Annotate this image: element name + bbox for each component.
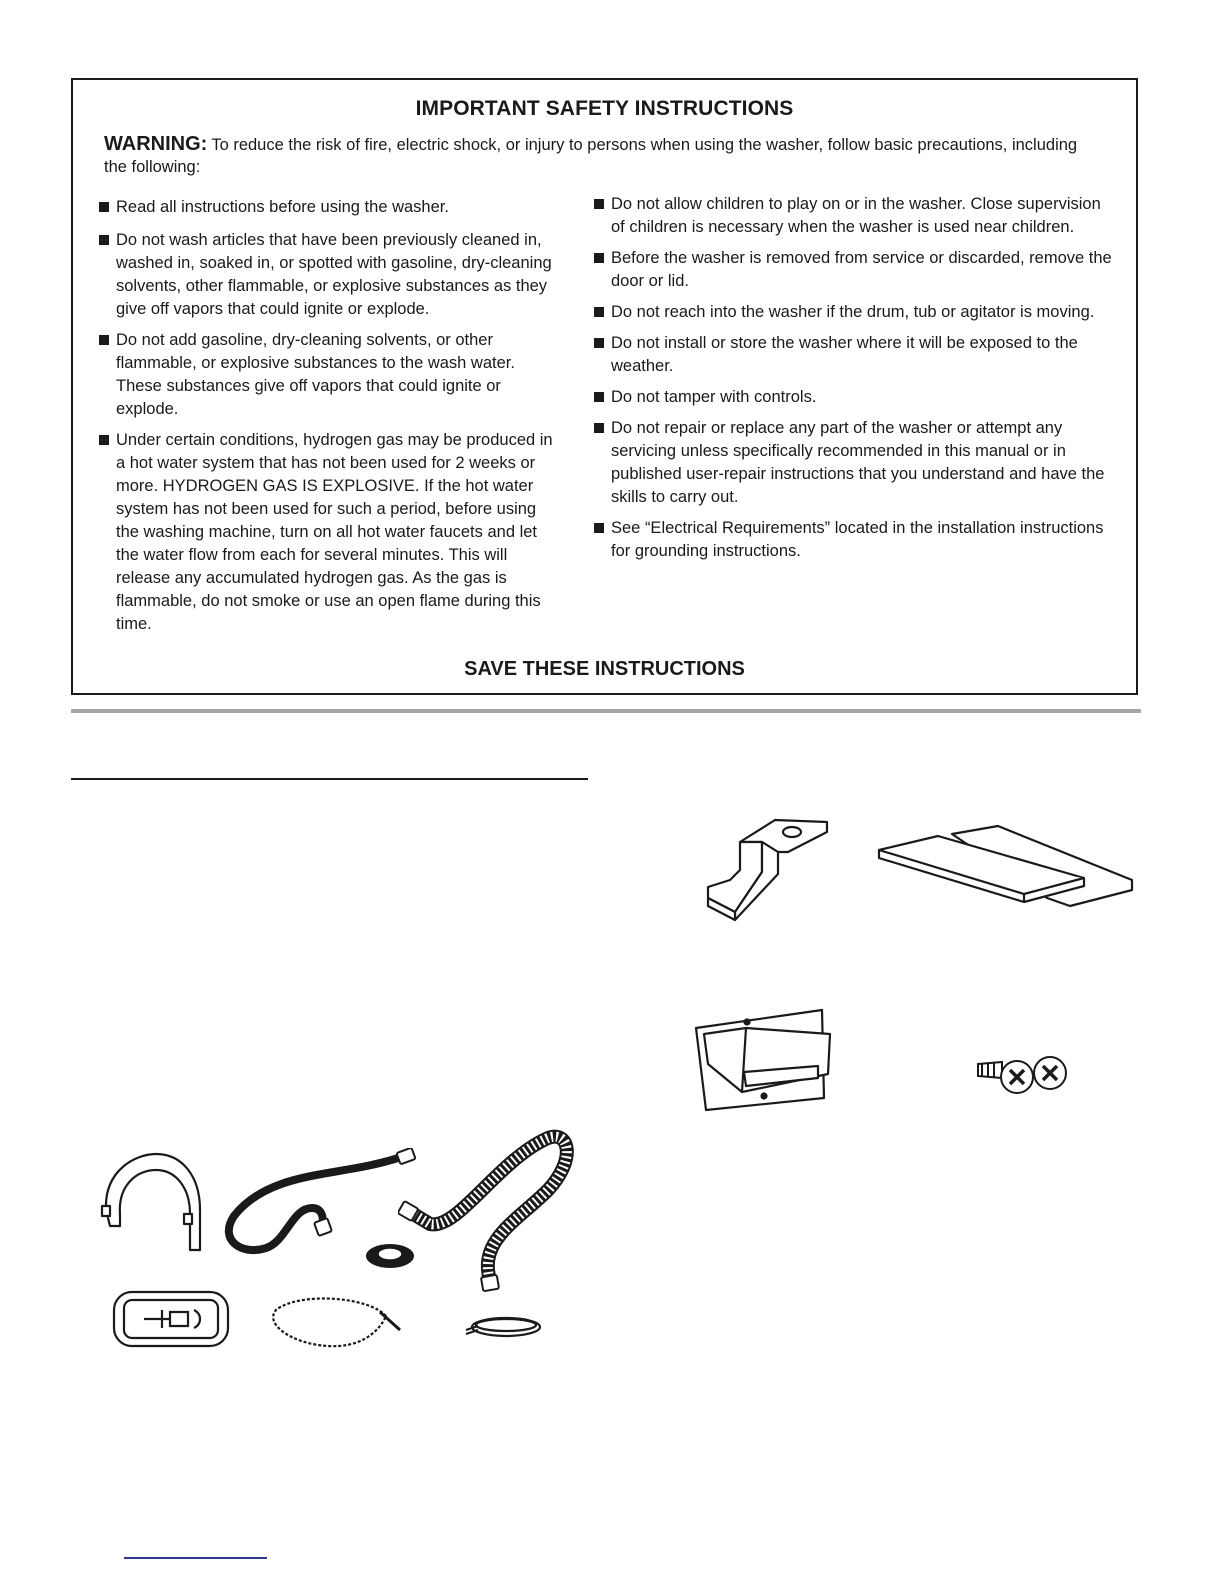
list-item: Do not wash articles that have been previously cleaned in, washed in, soaked in, or spotted with gasoline, dry-cleaning solvents, other flammable, or explosive substances as they give off vapors that could ignite or explode.: [99, 229, 559, 321]
water-inlet-control-icon: [110, 1288, 232, 1350]
list-item: Do not tamper with controls.: [594, 386, 1114, 409]
cable-tie-icon: [268, 1294, 410, 1350]
square-bullet-icon: [594, 523, 604, 533]
drain-hose-icon: [398, 1120, 580, 1300]
square-bullet-icon: [99, 435, 109, 445]
square-bullet-icon: [99, 235, 109, 245]
cardboard-slides-icon: [874, 822, 1136, 910]
list-item: Do not allow children to play on or in the washer. Close supervision of children is necessary when the washer is used near children.: [594, 193, 1114, 239]
list-item: Before the washer is removed from service or discarded, remove the door or lid.: [594, 247, 1114, 293]
hose-guide-icon: [96, 1150, 206, 1254]
square-bullet-icon: [594, 423, 604, 433]
safety-instructions-box: [71, 78, 1138, 695]
list-item: Do not repair or replace any part of the washer or attempt any servicing unless specifically recommended in this manual or in published user-repair instructions that you understand and have the skills to carry out.: [594, 417, 1114, 509]
list-item: Read all instructions before using the washer.: [99, 196, 559, 219]
list-item: Under certain conditions, hydrogen gas may be produced in a hot water system that has not been used for 2 weeks or more. HYDROGEN GAS IS EXPLOSIVE. If the hot water system has not been used for such a period, before using the washing machine, turn on all hot water faucets and let the water flow from each for several minutes. This will release any accumulated hydrogen gas. As the gas is flammable, do not smoke or use an open flame during this time.: [99, 429, 559, 636]
right-safety-list: [594, 193, 1114, 571]
z-bracket-icon: [700, 812, 835, 924]
square-bullet-icon: [594, 253, 604, 263]
square-bullet-icon: [594, 199, 604, 209]
square-bullet-icon: [99, 202, 109, 212]
warning-text: To reduce the risk of fire, electric shock, or injury to persons when using the washer, follow basic precautions, including the following:: [104, 136, 1078, 176]
list-item: Do not reach into the washer if the drum, tub or agitator is moving.: [594, 301, 1114, 324]
square-bullet-icon: [594, 307, 604, 317]
footer-link-rule: [124, 1557, 267, 1559]
square-bullet-icon: [99, 335, 109, 345]
warning-label: WARNING:: [104, 133, 208, 155]
section-divider: [71, 709, 1141, 713]
drain-tray-icon: [692, 1008, 837, 1112]
safety-title: IMPORTANT SAFETY INSTRUCTIONS: [415, 97, 794, 120]
list-item: See “Electrical Requirements” located in the installation instructions for grounding instructions.: [594, 517, 1114, 563]
list-item: Do not add gasoline, dry-cleaning solvents, or other flammable, or explosive substances to the wash water. These substances give off vapors that could ignite or explode.: [99, 329, 559, 421]
section-heading-rule: [71, 778, 588, 780]
square-bullet-icon: [594, 392, 604, 402]
warning-paragraph: [104, 133, 1104, 178]
screws-icon: [972, 1048, 1072, 1098]
square-bullet-icon: [594, 338, 604, 348]
left-safety-list: [99, 196, 559, 644]
list-item: Do not install or store the washer where it will be exposed to the weather.: [594, 332, 1114, 378]
hose-clamp-icon: [462, 1312, 544, 1342]
save-instructions-title: SAVE THESE INSTRUCTIONS: [464, 658, 745, 680]
